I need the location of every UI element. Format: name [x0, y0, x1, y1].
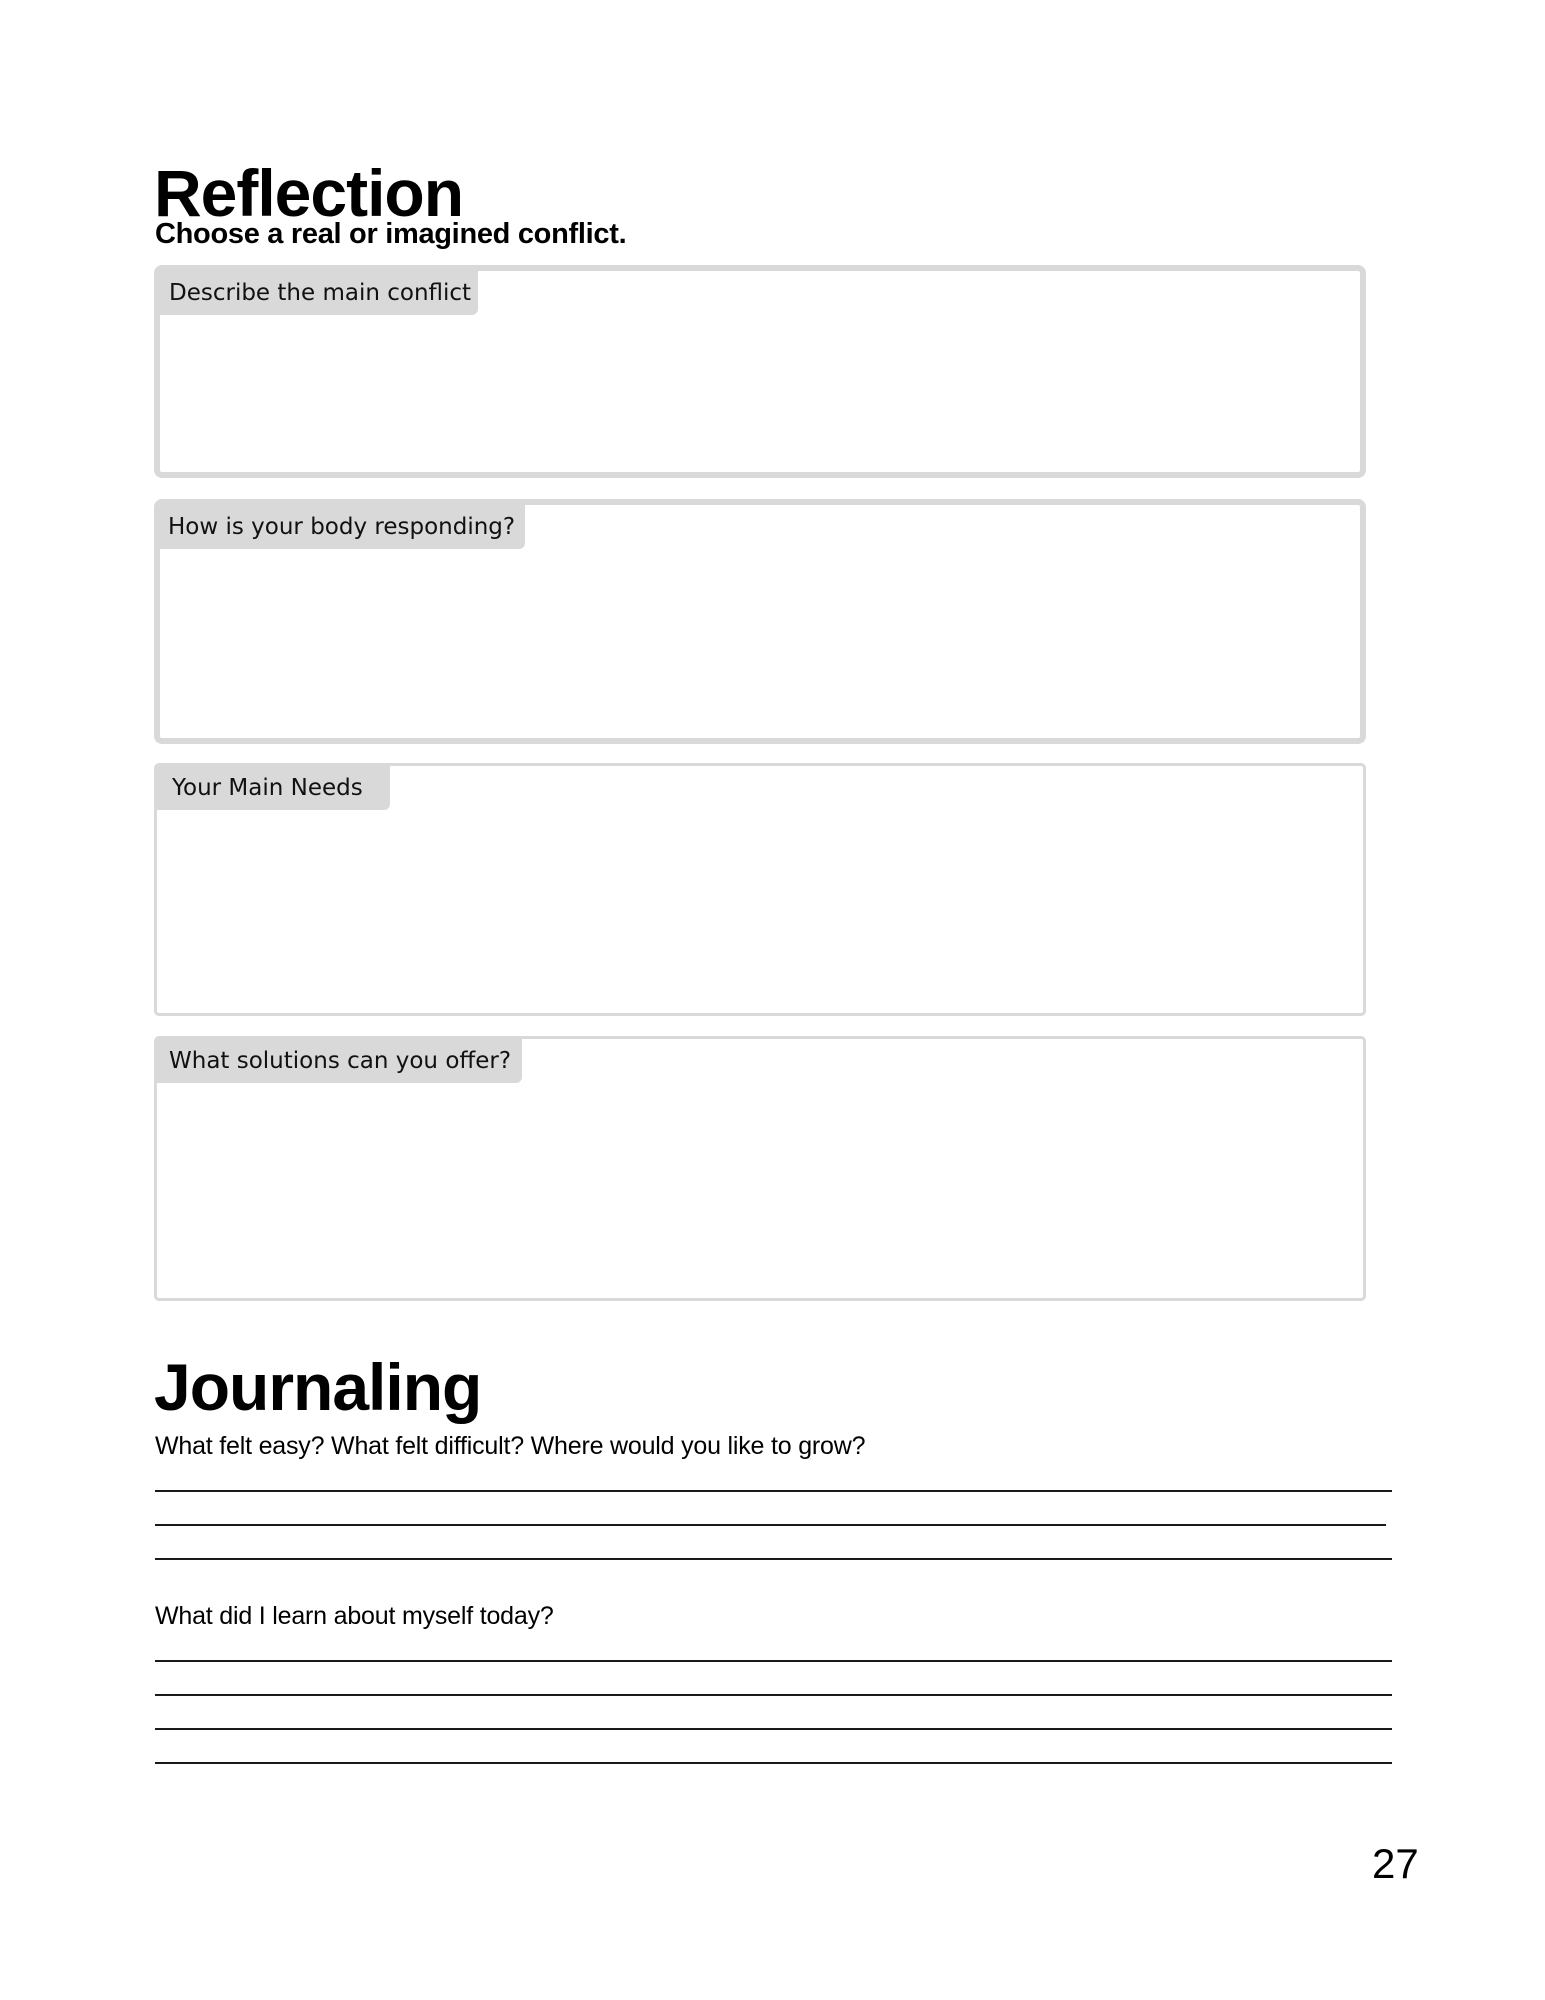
- solutions-box[interactable]: [154, 1036, 1366, 1301]
- journal-prompt-2: What did I learn about myself today?: [155, 1602, 554, 1630]
- reflection-subtitle: Choose a real or imagined conflict.: [155, 218, 627, 250]
- writing-line[interactable]: [155, 1660, 1392, 1662]
- main-needs-box-label: Your Main Needs: [157, 766, 390, 810]
- writing-line[interactable]: [155, 1558, 1392, 1560]
- main-needs-box[interactable]: [154, 763, 1366, 1016]
- conflict-box[interactable]: [154, 265, 1366, 478]
- writing-line[interactable]: [155, 1694, 1392, 1696]
- body-response-box-label: How is your body responding?: [160, 505, 525, 549]
- writing-line[interactable]: [155, 1490, 1392, 1492]
- reflection-title: Reflection: [154, 156, 464, 230]
- journaling-title: Journaling: [154, 1350, 482, 1424]
- page-number: 27: [1372, 1840, 1419, 1887]
- writing-line[interactable]: [155, 1524, 1386, 1526]
- writing-line[interactable]: [155, 1728, 1392, 1730]
- writing-line[interactable]: [155, 1762, 1392, 1764]
- body-response-box[interactable]: [154, 499, 1366, 744]
- solutions-box-label: What solutions can you offer?: [157, 1039, 522, 1083]
- conflict-box-label: Describe the main conflict: [160, 271, 478, 315]
- journal-prompt-1: What felt easy? What felt difficult? Where would you like to grow?: [155, 1432, 866, 1460]
